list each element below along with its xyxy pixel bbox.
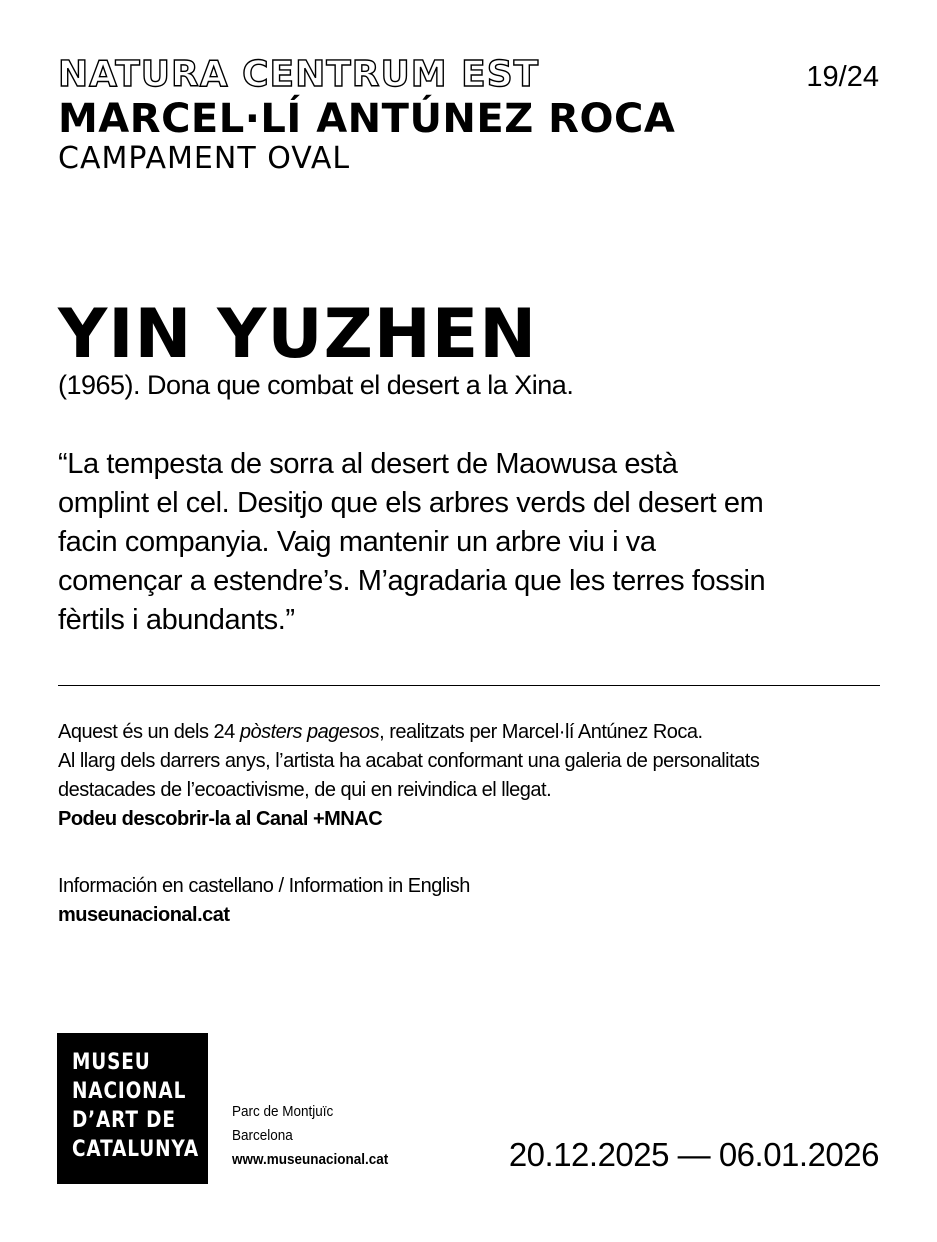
logo-line: MUSEU	[72, 1050, 151, 1075]
info-line-1	[58, 718, 888, 747]
subject-quote	[58, 445, 880, 640]
artist-name: MARCEL·LÍ ANTÚNEZ ROCA	[58, 96, 676, 142]
poster-header	[58, 55, 880, 177]
language-block	[58, 872, 470, 930]
exhibition-dates: 20.12.2025 — 06.01.2026	[508, 1136, 879, 1173]
language-info: Información en castellano / Information in English	[58, 875, 470, 897]
quote-line: facin companyia. Vaig mantenir un arbre viu i va	[58, 526, 656, 558]
quote-line: omplint el cel. Desitjo que els arbres verds del desert em	[58, 487, 764, 519]
info-line-1-end: , realitzats per Marcel·lí Antúnez Roca.	[379, 721, 703, 743]
website-link[interactable]: museunacional.cat	[58, 904, 230, 926]
quote-line: començar a estendre’s. M’agradaria que les terres fossin	[58, 565, 766, 597]
info-line-1-start: Aquest és un dels 24	[58, 721, 240, 743]
address-line: Parc de Montjuïc	[232, 1103, 334, 1120]
address-website-link[interactable]: www.museunacional.cat	[232, 1151, 389, 1168]
subject-description: (1965). Dona que combat el desert a la Xina.	[58, 370, 574, 400]
address-line: Barcelona	[232, 1127, 293, 1144]
museum-logo	[57, 1033, 208, 1184]
info-line-1-italic: pòsters pagesos	[239, 721, 380, 743]
info-line-2: Al llarg dels darrers anys, l’artista ha acabat conformant una galeria de personalitats	[58, 750, 760, 772]
museum-address	[232, 1100, 388, 1172]
poster-number: 19/24	[806, 61, 879, 93]
quote-line: fèrtils i abundants.”	[58, 604, 295, 636]
canal-mnac-link[interactable]: Podeu descobrir-la al Canal +MNAC	[58, 808, 383, 830]
subject-name: YIN YUZHEN	[58, 295, 538, 374]
quote-line: “La tempesta de sorra al desert de Maowusa està	[58, 448, 678, 480]
info-block	[58, 718, 888, 834]
divider	[58, 685, 880, 686]
logo-line: NACIONAL	[72, 1079, 187, 1104]
exhibition-title: NATURA CENTRUM EST	[58, 54, 540, 95]
logo-line: CATALUNYA	[72, 1137, 199, 1162]
series-title: CAMPAMENT OVAL	[58, 141, 351, 176]
info-line-3: destacades de l’ecoactivisme, de qui en reivindica el llegat.	[58, 779, 552, 801]
logo-line: D’ART DE	[72, 1108, 176, 1133]
